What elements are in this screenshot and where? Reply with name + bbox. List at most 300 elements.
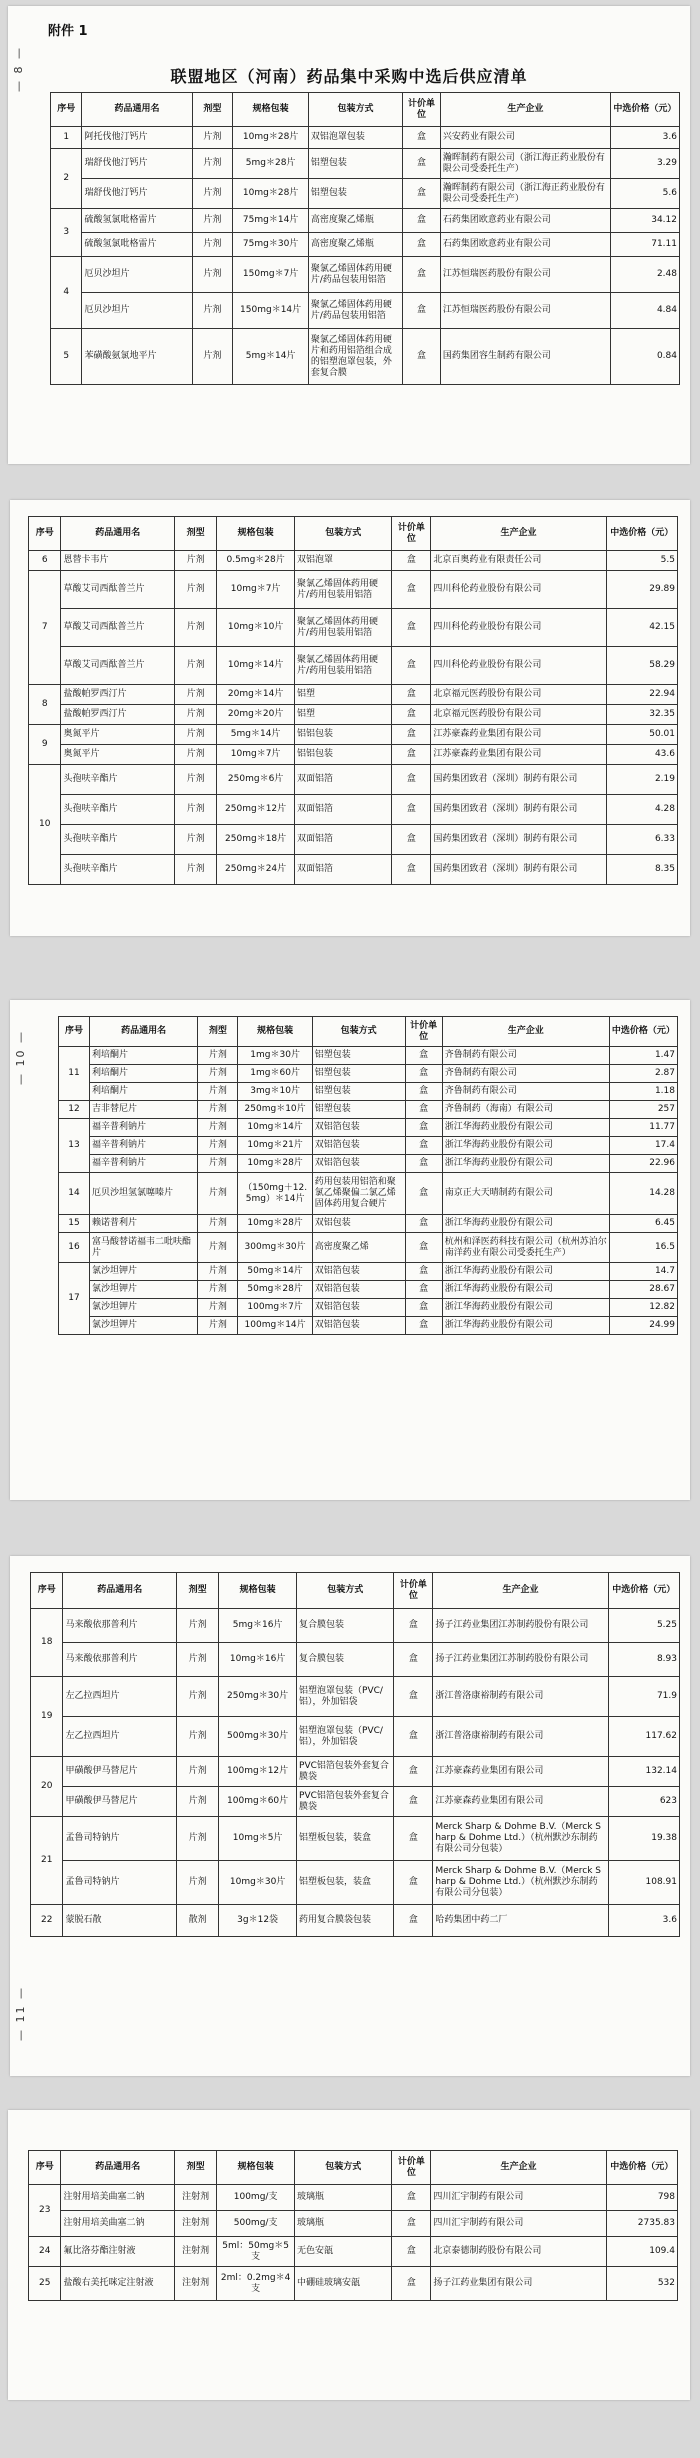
table-cell: 蒙脱石散 (63, 1905, 177, 1937)
table-cell: 盒 (403, 127, 441, 149)
table-cell: 盒 (392, 2237, 431, 2267)
row-number: 6 (29, 551, 61, 571)
table-cell: 10mg＊14片 (217, 647, 295, 685)
table-cell: 17.4 (609, 1137, 677, 1155)
column-header: 规格包装 (217, 517, 295, 551)
column-header: 生产企业 (431, 2151, 606, 2185)
row-number: 12 (59, 1101, 90, 1119)
table-cell: 盒 (392, 855, 431, 885)
column-header: 包装方式 (295, 517, 392, 551)
table-cell: 片剂 (175, 647, 217, 685)
row-number: 5 (51, 329, 82, 385)
table-cell: PVC铝箔包装外套复合膜袋 (297, 1757, 394, 1787)
table-cell: 10mg＊5片 (219, 1817, 297, 1861)
row-number: 18 (31, 1609, 63, 1677)
table-cell: 14.28 (609, 1173, 677, 1215)
table-cell: 100mg＊14片 (238, 1317, 312, 1335)
table-row (59, 1281, 678, 1299)
table-cell: 北京福元医药股份有限公司 (431, 685, 606, 705)
table-cell: 扬子江药业集团江苏制药股份有限公司 (433, 1609, 608, 1643)
table-row (31, 1787, 680, 1817)
table-cell: 高密度聚乙烯瓶 (308, 209, 402, 233)
table-cell: 150mg＊7片 (233, 257, 308, 293)
table-header-row (51, 93, 680, 127)
table-cell: 片剂 (177, 1677, 219, 1717)
table-cell: 阿托伐他汀钙片 (82, 127, 192, 149)
table-cell: 片剂 (177, 1717, 219, 1757)
table-cell: 22.94 (606, 685, 677, 705)
table-cell: 赖诺普利片 (89, 1215, 197, 1233)
table-cell: 左乙拉西坦片 (63, 1677, 177, 1717)
table-cell: 623 (608, 1787, 679, 1817)
table-cell: 双铝包装 (312, 1215, 405, 1233)
row-number: 9 (29, 725, 61, 765)
table-cell: 532 (606, 2267, 677, 2301)
table-cell: 铝塑 (295, 705, 392, 725)
table-cell: 四川科伦药业股份有限公司 (431, 571, 606, 609)
table-row (59, 1155, 678, 1173)
row-number: 10 (29, 765, 61, 885)
table-cell: 聚氯乙烯固体药用硬片/药品包装用铝箔 (308, 293, 402, 329)
price-table (30, 1572, 680, 1937)
table-cell: 齐鲁制药有限公司 (442, 1065, 609, 1083)
table-cell: 浙江华海药业股份有限公司 (442, 1119, 609, 1137)
table-cell: 盒 (392, 2185, 431, 2211)
table-cell: 1mg＊60片 (238, 1065, 312, 1083)
table-cell: 片剂 (192, 127, 233, 149)
row-number: 24 (29, 2237, 61, 2267)
table-cell: 盒 (392, 571, 431, 609)
table-cell: 盒 (394, 1905, 433, 1937)
table-row (59, 1263, 678, 1281)
table-cell: 铝塑包装 (308, 179, 402, 209)
table-cell: 马来酸依那普利片 (63, 1643, 177, 1677)
table-cell: 江苏恒瑞医药股份有限公司 (440, 293, 610, 329)
table-cell: 盒 (394, 1817, 433, 1861)
table-cell: 片剂 (198, 1173, 238, 1215)
table-cell: 32.35 (606, 705, 677, 725)
table-row (59, 1083, 678, 1101)
table-cell: 杭州和泽医药科技有限公司（杭州苏泊尔南洋药业有限公司受委托生产） (442, 1233, 609, 1263)
row-number: 15 (59, 1215, 90, 1233)
table-cell: 注射用培美曲塞二钠 (61, 2185, 175, 2211)
table-row (29, 795, 678, 825)
column-header: 包装方式 (312, 1017, 405, 1047)
table-cell: 浙江华海药业股份有限公司 (442, 1263, 609, 1281)
table-cell: 盒 (392, 795, 431, 825)
table-cell: 片剂 (177, 1787, 219, 1817)
table-cell: 2.87 (609, 1065, 677, 1083)
document-page-1 (8, 6, 690, 464)
table-cell: 国药集团容生制药有限公司 (440, 329, 610, 385)
table-cell: 双铝泡罩 (295, 551, 392, 571)
table-cell: 盒 (394, 1609, 433, 1643)
page-number: — 10 — (14, 1030, 27, 1085)
table-cell: 双铝箔包装 (312, 1281, 405, 1299)
table-row (31, 1757, 680, 1787)
row-number: 4 (51, 257, 82, 329)
table-cell: 浙江普洛康裕制药有限公司 (433, 1717, 608, 1757)
attachment-label: 附件 1 (48, 24, 88, 39)
table-row (31, 1861, 680, 1905)
column-header: 中选价格（元） (610, 93, 679, 127)
column-header: 中选价格（元） (609, 1017, 677, 1047)
table-cell: 盒 (392, 725, 431, 745)
table-cell: 盒 (392, 825, 431, 855)
table-cell: （150mg＋12.5mg）＊14片 (238, 1173, 312, 1215)
column-header: 生产企业 (442, 1017, 609, 1047)
table-cell: 片剂 (192, 209, 233, 233)
table-cell: 6.45 (609, 1215, 677, 1233)
table-cell: 109.4 (606, 2237, 677, 2267)
column-header: 剂型 (175, 2151, 217, 2185)
table-cell: 250mg＊6片 (217, 765, 295, 795)
column-header: 规格包装 (217, 2151, 295, 2185)
table-cell: 石药集团欧意药业有限公司 (440, 209, 610, 233)
table-cell: 2.19 (606, 765, 677, 795)
table-cell: 盒 (405, 1047, 442, 1065)
row-number: 11 (59, 1047, 90, 1101)
row-number: 19 (31, 1677, 63, 1757)
table-cell: 聚氯乙烯固体药用硬片和药用铝箔组合成的铝塑泡罩包装，外套复合膜 (308, 329, 402, 385)
column-header: 序号 (29, 517, 61, 551)
table-cell: 瑞舒伐他汀钙片 (82, 149, 192, 179)
table-cell: 草酸艾司西酞普兰片 (61, 571, 175, 609)
table-cell: 1mg＊30片 (238, 1047, 312, 1065)
table-cell: 75mg＊14片 (233, 209, 308, 233)
table-cell: 22.96 (609, 1155, 677, 1173)
table-row (29, 765, 678, 795)
table-cell: 片剂 (175, 571, 217, 609)
table-cell: 铝塑包装 (312, 1083, 405, 1101)
table-cell: 散剂 (177, 1905, 219, 1937)
table-cell: 片剂 (175, 551, 217, 571)
table-cell: 齐鲁制药有限公司 (442, 1083, 609, 1101)
table-cell: 齐鲁制药（海南）有限公司 (442, 1101, 609, 1119)
table-cell: 3g＊12袋 (219, 1905, 297, 1937)
table-cell: 6.33 (606, 825, 677, 855)
table-row (29, 2185, 678, 2211)
table-cell: 孟鲁司特钠片 (63, 1861, 177, 1905)
table-row (59, 1137, 678, 1155)
table-row (29, 571, 678, 609)
table-cell: 盒 (403, 233, 441, 257)
table-row (59, 1233, 678, 1263)
table-cell: Merck Sharp & Dohme B.V.（Merck Sharp & Dohme Ltd.）（杭州默沙东制药有限公司分包装） (433, 1817, 608, 1861)
table-cell: 苯磺酸氨氯地平片 (82, 329, 192, 385)
table-cell: 20mg＊20片 (217, 705, 295, 725)
table-cell: 10mg＊14片 (238, 1119, 312, 1137)
table-cell: 盒 (405, 1215, 442, 1233)
table-cell: 利培酮片 (89, 1083, 197, 1101)
table-cell: 中硼硅玻璃安瓿 (295, 2267, 392, 2301)
table-row (51, 257, 680, 293)
table-cell: 24.99 (609, 1317, 677, 1335)
table-cell: Merck Sharp & Dohme B.V.（Merck Sharp & Dohme Ltd.）（杭州默沙东制药有限公司分包装） (433, 1861, 608, 1905)
table-cell: 盒 (405, 1101, 442, 1119)
table-cell: 3.6 (608, 1905, 679, 1937)
table-row (29, 551, 678, 571)
table-row (59, 1317, 678, 1335)
row-number: 25 (29, 2267, 61, 2301)
table-cell: 扬子江药业集团江苏制药股份有限公司 (433, 1643, 608, 1677)
row-number: 21 (31, 1817, 63, 1905)
table-cell: 盒 (392, 609, 431, 647)
table-cell: 氯沙坦钾片 (89, 1281, 197, 1299)
table-cell: 盒 (392, 551, 431, 571)
table-cell: 盒 (405, 1137, 442, 1155)
table-row (29, 685, 678, 705)
table-row (29, 855, 678, 885)
table-cell: 厄贝沙坦片 (82, 257, 192, 293)
table-row (31, 1817, 680, 1861)
table-cell: 片剂 (175, 765, 217, 795)
table-cell: 盒 (405, 1299, 442, 1317)
table-cell: 盒 (403, 293, 441, 329)
row-number: 13 (59, 1119, 90, 1173)
table-cell: 300mg＊30片 (238, 1233, 312, 1263)
table-cell: 注射剂 (175, 2211, 217, 2237)
table-cell: 片剂 (177, 1861, 219, 1905)
column-header: 剂型 (177, 1573, 219, 1609)
table-cell: 片剂 (175, 745, 217, 765)
table-cell: 3.6 (610, 127, 679, 149)
table-row (51, 329, 680, 385)
table-cell: 双面铝箔 (295, 825, 392, 855)
table-cell: 铝塑包装 (312, 1101, 405, 1119)
table-cell: 108.91 (608, 1861, 679, 1905)
table-cell: 盒 (403, 329, 441, 385)
table-cell: 硫酸氢氯吡格雷片 (82, 209, 192, 233)
table-cell: 头孢呋辛酯片 (61, 825, 175, 855)
table-cell: 8.35 (606, 855, 677, 885)
table-cell: 四川科伦药业股份有限公司 (431, 609, 606, 647)
table-row (29, 647, 678, 685)
table-row (51, 149, 680, 179)
table-cell: 16.5 (609, 1233, 677, 1263)
table-cell: 双面铝箔 (295, 855, 392, 885)
table-cell: 硫酸氢氯吡格雷片 (82, 233, 192, 257)
column-header: 药品通用名 (89, 1017, 197, 1047)
table-row (51, 179, 680, 209)
table-cell: 100mg/支 (217, 2185, 295, 2211)
table-header-row (29, 517, 678, 551)
table-cell: 盒 (394, 1643, 433, 1677)
table-cell: 盒 (403, 209, 441, 233)
table-cell: 50mg＊14片 (238, 1263, 312, 1281)
table-row (51, 127, 680, 149)
table-cell: 2735.83 (606, 2211, 677, 2237)
table-cell: 双铝箔包装 (312, 1299, 405, 1317)
table-row (29, 609, 678, 647)
table-header-row (29, 2151, 678, 2185)
row-number: 2 (51, 149, 82, 209)
table-row (29, 725, 678, 745)
table-cell: 10mg＊7片 (217, 571, 295, 609)
price-table (28, 516, 678, 885)
table-row (31, 1609, 680, 1643)
table-cell: 北京泰德制药股份有限公司 (431, 2237, 606, 2267)
table-cell: 药用包装用铝箔和聚氯乙烯聚偏二氯乙烯固体药用复合硬片 (312, 1173, 405, 1215)
table-cell: 浙江华海药业股份有限公司 (442, 1155, 609, 1173)
table-cell: 草酸艾司西酞普兰片 (61, 609, 175, 647)
table-cell: 哈药集团中药二厂 (433, 1905, 608, 1937)
table-cell: 北京福元医药股份有限公司 (431, 705, 606, 725)
row-number: 1 (51, 127, 82, 149)
table-cell: 聚氯乙烯固体药用硬片/药用包装用铝箔 (295, 571, 392, 609)
column-header: 计价单位 (392, 517, 431, 551)
table-cell: 片剂 (198, 1281, 238, 1299)
table-cell: 150mg＊14片 (233, 293, 308, 329)
table-cell: 铝塑板包装，装盒 (297, 1861, 394, 1905)
column-header: 中选价格（元） (606, 517, 677, 551)
table-cell: 浙江华海药业股份有限公司 (442, 1137, 609, 1155)
table-cell: 5.6 (610, 179, 679, 209)
table-cell: 双铝泡罩包装 (308, 127, 402, 149)
table-cell: 257 (609, 1101, 677, 1119)
table-row (29, 2211, 678, 2237)
table-cell: 甲磺酸伊马替尼片 (63, 1757, 177, 1787)
table-cell: 复合膜包装 (297, 1609, 394, 1643)
table-row (29, 2267, 678, 2301)
table-cell: 盒 (405, 1317, 442, 1335)
table-cell: 片剂 (177, 1757, 219, 1787)
row-number: 22 (31, 1905, 63, 1937)
table-cell: 19.38 (608, 1817, 679, 1861)
table-cell: 聚氯乙烯固体药用硬片/药用包装用铝箔 (295, 609, 392, 647)
page-number: — 8 — (12, 46, 25, 92)
table-row (59, 1101, 678, 1119)
table-cell: 盒 (403, 179, 441, 209)
table-cell: 100mg＊7片 (238, 1299, 312, 1317)
table-cell: 10mg＊28片 (233, 179, 308, 209)
table-cell: 铝铝包装 (295, 745, 392, 765)
table-cell: 盒 (394, 1677, 433, 1717)
table-cell: 盒 (403, 149, 441, 179)
table-cell: 11.77 (609, 1119, 677, 1137)
table-row (51, 209, 680, 233)
table-cell: 5.25 (608, 1609, 679, 1643)
column-header: 规格包装 (233, 93, 308, 127)
table-cell: 盒 (405, 1155, 442, 1173)
table-cell: 四川科伦药业股份有限公司 (431, 647, 606, 685)
column-header: 计价单位 (405, 1017, 442, 1047)
table-cell: 浙江普洛康裕制药有限公司 (433, 1677, 608, 1717)
table-cell: 34.12 (610, 209, 679, 233)
table-row (59, 1065, 678, 1083)
table-cell: 厄贝沙坦片 (82, 293, 192, 329)
table-cell: 江苏豪森药业集团有限公司 (431, 725, 606, 745)
table-cell: 药用复合膜袋包装 (297, 1905, 394, 1937)
table-row (31, 1717, 680, 1757)
table-cell: 盒 (392, 745, 431, 765)
table-cell: 片剂 (198, 1137, 238, 1155)
table-cell: 铝塑泡罩包装（PVC/铝），外加铝袋 (297, 1677, 394, 1717)
table-cell: 片剂 (175, 855, 217, 885)
table-cell: 聚氯乙烯固体药用硬片/药用包装用铝箔 (295, 647, 392, 685)
price-table (50, 92, 680, 385)
price-table (28, 2150, 678, 2301)
table-cell: 福辛普利钠片 (89, 1155, 197, 1173)
table-cell: 盒 (405, 1119, 442, 1137)
table-cell: 氯沙坦钾片 (89, 1299, 197, 1317)
table-cell: 盒 (403, 257, 441, 293)
table-cell: 铝塑包装 (312, 1047, 405, 1065)
table-cell: 瀚晖制药有限公司（浙江海正药业股份有限公司受委托生产） (440, 149, 610, 179)
table-cell: 5ml：50mg＊5支 (217, 2237, 295, 2267)
table-cell: 四川汇宇制药有限公司 (431, 2211, 606, 2237)
table-cell: 双铝箔包装 (312, 1317, 405, 1335)
table-cell: 厄贝沙坦氢氯噻嗪片 (89, 1173, 197, 1215)
table-cell: 江苏豪森药业集团有限公司 (433, 1757, 608, 1787)
table-cell: 双面铝箔 (295, 765, 392, 795)
table-cell: 盒 (405, 1065, 442, 1083)
table-cell: 双铝箔包装 (312, 1137, 405, 1155)
table-cell: 头孢呋辛酯片 (61, 855, 175, 885)
table-cell: 铝铝包装 (295, 725, 392, 745)
table-cell: 氯沙坦钾片 (89, 1263, 197, 1281)
table-cell: 10mg＊16片 (219, 1643, 297, 1677)
table-cell: 氟比洛芬酯注射液 (61, 2237, 175, 2267)
table-cell: 高密度聚乙烯 (312, 1233, 405, 1263)
table-cell: 铝塑 (295, 685, 392, 705)
table-cell: 甲磺酸伊马替尼片 (63, 1787, 177, 1817)
table-cell: 片剂 (198, 1155, 238, 1173)
row-number: 14 (59, 1173, 90, 1215)
table-row (29, 705, 678, 725)
table-cell: 双铝箔包装 (312, 1119, 405, 1137)
table-cell: 片剂 (177, 1817, 219, 1861)
table-cell: 盒 (394, 1757, 433, 1787)
table-cell: 50mg＊28片 (238, 1281, 312, 1299)
table-cell: 132.14 (608, 1757, 679, 1787)
table-row (51, 293, 680, 329)
table-cell: 片剂 (198, 1119, 238, 1137)
column-header: 序号 (29, 2151, 61, 2185)
table-cell: 盐酸帕罗西汀片 (61, 705, 175, 725)
table-cell: 片剂 (192, 257, 233, 293)
table-cell: 1.47 (609, 1047, 677, 1065)
table-cell: 注射剂 (175, 2237, 217, 2267)
row-number: 7 (29, 571, 61, 685)
table-cell: 250mg＊30片 (219, 1677, 297, 1717)
table-cell: 浙江华海药业股份有限公司 (442, 1215, 609, 1233)
document-page-5 (8, 2110, 690, 2400)
table-cell: 片剂 (175, 825, 217, 855)
table-cell: 117.62 (608, 1717, 679, 1757)
table-cell: 盐酸帕罗西汀片 (61, 685, 175, 705)
table-row (59, 1119, 678, 1137)
table-cell: 片剂 (175, 725, 217, 745)
table-cell: 瑞舒伐他汀钙片 (82, 179, 192, 209)
table-cell: 头孢呋辛酯片 (61, 765, 175, 795)
table-cell: 盒 (394, 1861, 433, 1905)
table-cell: 片剂 (198, 1233, 238, 1263)
table-row (31, 1905, 680, 1937)
document-page-3 (10, 1000, 690, 1500)
table-cell: 片剂 (198, 1101, 238, 1119)
table-cell: 盒 (392, 765, 431, 795)
row-number: 20 (31, 1757, 63, 1817)
table-cell: 10mg＊28片 (238, 1155, 312, 1173)
column-header: 包装方式 (295, 2151, 392, 2185)
table-cell: 双铝箔包装 (312, 1155, 405, 1173)
table-cell: 20mg＊14片 (217, 685, 295, 705)
table-header-row (31, 1573, 680, 1609)
column-header: 药品通用名 (61, 517, 175, 551)
table-cell: 盒 (394, 1717, 433, 1757)
table-row (59, 1047, 678, 1065)
